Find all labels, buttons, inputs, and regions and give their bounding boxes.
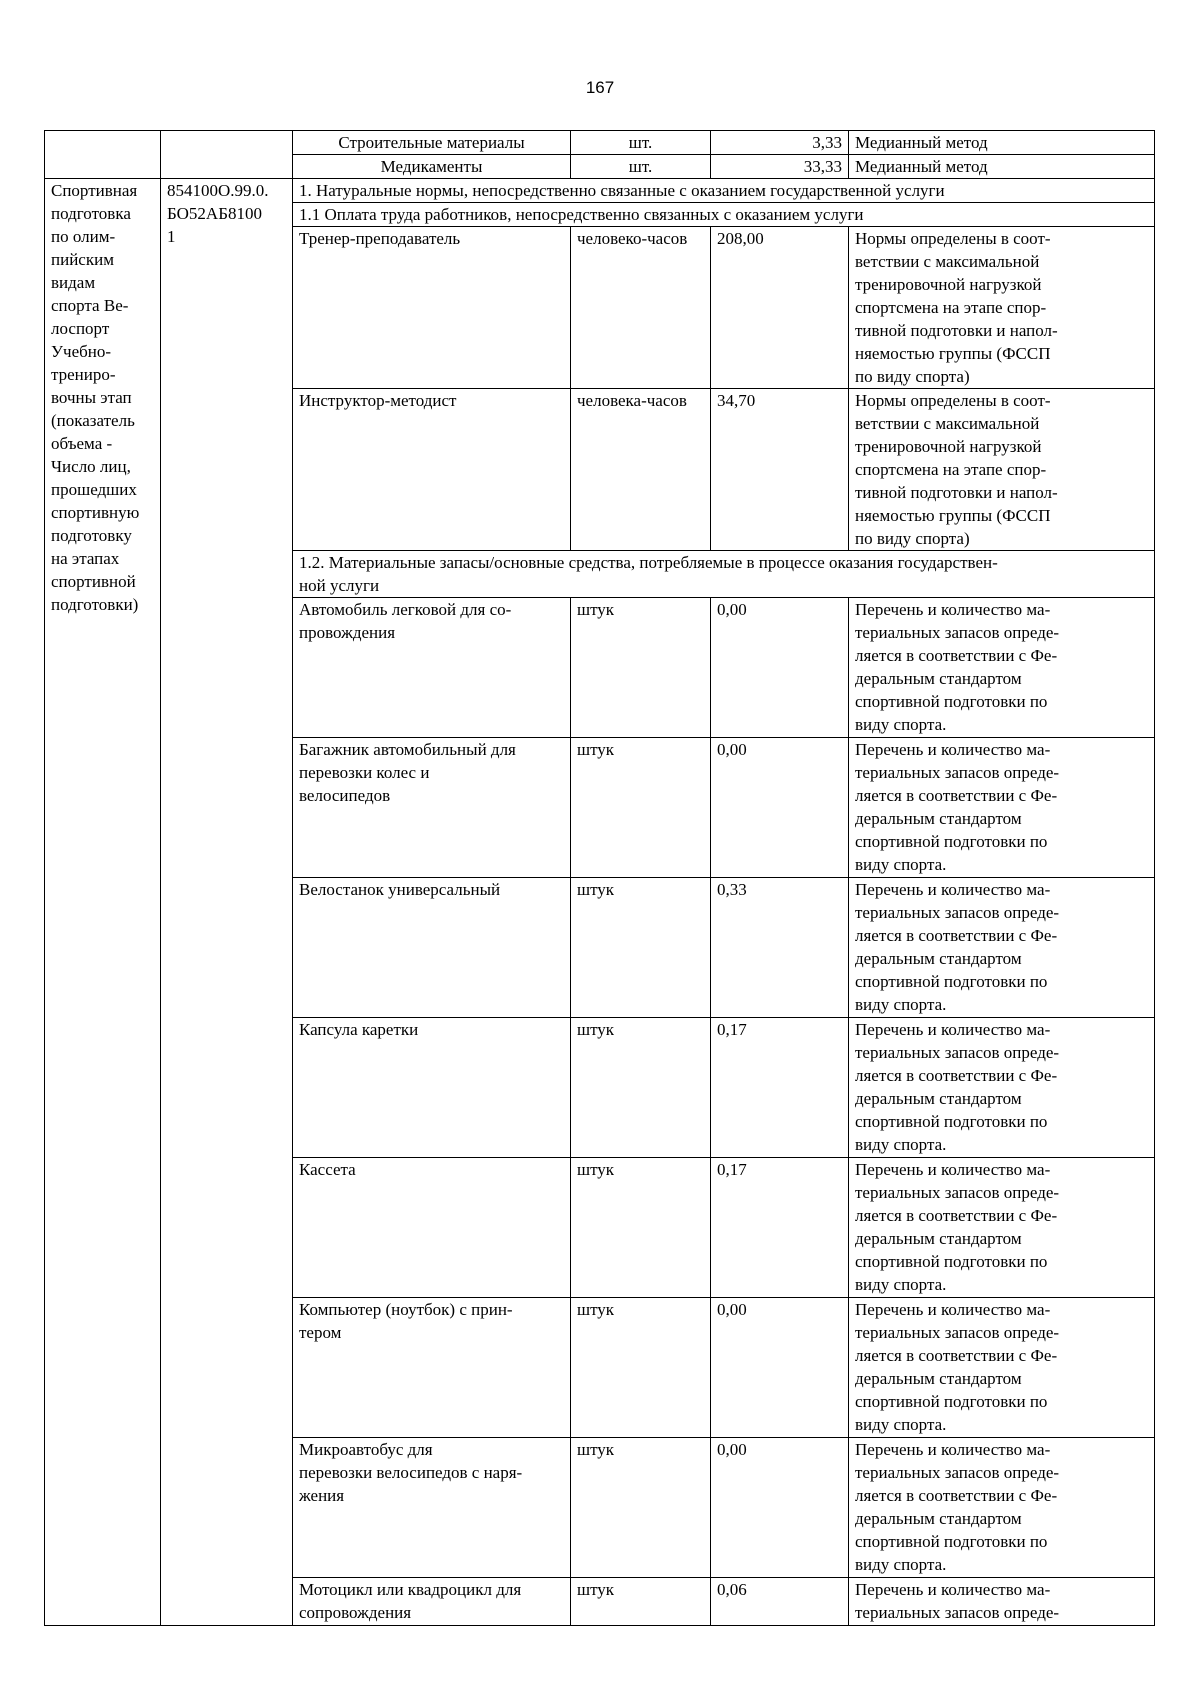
material-name-line: жения (299, 1486, 345, 1505)
note-line: Перечень и количество ма- (855, 880, 1051, 899)
service-name-line: спорта Ве- (51, 296, 129, 315)
material-note (849, 1158, 1155, 1298)
material-value: 0,17 (711, 1158, 849, 1298)
note-line: по виду спорта) (855, 529, 970, 548)
service-name-line: Спортивная (51, 181, 138, 200)
material-unit: штук (571, 878, 711, 1018)
note-line: деральным стандартом (855, 669, 1022, 688)
note-line: териальных запасов опреде- (855, 1463, 1060, 1482)
service-name-line: (показатель (51, 411, 135, 430)
note-line: виду спорта. (855, 1555, 947, 1574)
note-line: спортивной подготовки по (855, 972, 1048, 991)
material-name (293, 1298, 571, 1438)
service-name-cell (45, 179, 161, 1626)
material-name-line: Велостанок универсальный (299, 880, 501, 899)
service-name-line: объема - (51, 434, 113, 453)
resource-value: 33,33 (711, 155, 849, 179)
material-value: 0,33 (711, 878, 849, 1018)
note-line: ляется в соответствии с Фе- (855, 786, 1058, 805)
norms-table (44, 130, 1155, 1626)
material-name-line: Автомобиль легковой для со- (299, 600, 512, 619)
position-note (849, 389, 1155, 551)
material-name-line: Багажник автомобильный для (299, 740, 516, 759)
service-name-line: вочны этап (51, 388, 132, 407)
material-name (293, 878, 571, 1018)
material-name (293, 1578, 571, 1626)
material-note (849, 1438, 1155, 1578)
note-line: няемостью группы (ФССП (855, 344, 1051, 363)
material-name-line: Мотоцикл или квадроцикл для (299, 1580, 522, 1599)
material-name-line: сопровождения (299, 1603, 412, 1622)
note-line: деральным стандартом (855, 1089, 1022, 1108)
note-line: деральным стандартом (855, 1229, 1022, 1248)
service-name-line: подготовки) (51, 595, 139, 614)
note-line: териальных запасов опреде- (855, 1043, 1060, 1062)
note-line: Перечень и количество ма- (855, 740, 1051, 759)
material-note (849, 1298, 1155, 1438)
note-line: деральным стандартом (855, 1509, 1022, 1528)
service-name-line: по олим- (51, 227, 116, 246)
note-line: деральным стандартом (855, 809, 1022, 828)
service-code-line: БО52АБ8100 (167, 204, 262, 223)
note-line: виду спорта. (855, 1135, 947, 1154)
note-line: спортивной подготовки по (855, 1392, 1048, 1411)
note-line: спортивной подготовки по (855, 692, 1048, 711)
resource-name: Медикаменты (293, 155, 571, 179)
note-line: Перечень и количество ма- (855, 1440, 1051, 1459)
note-line: тренировочной нагрузкой (855, 437, 1042, 456)
material-value: 0,00 (711, 738, 849, 878)
material-name-line: провождения (299, 623, 396, 642)
section-heading: 1. Натуральные нормы, непосредственно связанные с оказанием государственной услуги (293, 179, 1155, 203)
material-note (849, 598, 1155, 738)
note-line: по виду спорта) (855, 367, 970, 386)
note-line: ляется в соответствии с Фе- (855, 1066, 1058, 1085)
note-line: спортивной подготовки по (855, 832, 1048, 851)
note-line: Перечень и количество ма- (855, 1300, 1051, 1319)
service-name-line: трениро- (51, 365, 116, 384)
position-unit: человеко-часов (571, 227, 711, 389)
service-name-line: Число лиц, (51, 457, 131, 476)
note-line: Нормы определены в соот- (855, 229, 1051, 248)
resource-unit: шт. (571, 131, 711, 155)
resource-name: Строительные материалы (293, 131, 571, 155)
note-line: ляется в соответствии с Фе- (855, 1206, 1058, 1225)
position-note (849, 227, 1155, 389)
service-name-line: лоспорт (51, 319, 110, 338)
material-unit: штук (571, 1158, 711, 1298)
note-line: ветствии с максимальной (855, 414, 1040, 433)
service-name-line: спортивной (51, 572, 136, 591)
note-line: деральным стандартом (855, 1369, 1022, 1388)
material-name (293, 1018, 571, 1158)
material-value: 0,00 (711, 598, 849, 738)
note-line: Нормы определены в соот- (855, 391, 1051, 410)
material-name (293, 598, 571, 738)
note-line: ляется в соответствии с Фе- (855, 646, 1058, 665)
material-note (849, 878, 1155, 1018)
material-unit: штук (571, 598, 711, 738)
position-value: 34,70 (711, 389, 849, 551)
section-heading: 1.1 Оплата труда работников, непосредственно связанных с оказанием услуги (293, 203, 1155, 227)
service-code-line: 1 (167, 227, 176, 246)
material-name-line: Кассета (299, 1160, 356, 1179)
position-name: Тренер-преподаватель (293, 227, 571, 389)
material-unit: штук (571, 1298, 711, 1438)
material-value: 0,00 (711, 1438, 849, 1578)
material-name-line: велосипедов (299, 786, 391, 805)
note-line: виду спорта. (855, 995, 947, 1014)
note-line: спортивной подготовки по (855, 1112, 1048, 1131)
service-name-line: подготовка (51, 204, 131, 223)
empty-cell (45, 131, 161, 179)
service-name-line: пийским (51, 250, 114, 269)
material-value: 0,06 (711, 1578, 849, 1626)
material-unit: штук (571, 1578, 711, 1626)
material-value: 0,00 (711, 1298, 849, 1438)
note-line: тренировочной нагрузкой (855, 275, 1042, 294)
note-line: спортивной подготовки по (855, 1532, 1048, 1551)
service-code-cell (161, 179, 293, 1626)
note-line: деральным стандартом (855, 949, 1022, 968)
note-line: виду спорта. (855, 1275, 947, 1294)
material-note (849, 1578, 1155, 1626)
material-name-line: перевозки колес и (299, 763, 430, 782)
section-heading-line: ной услуги (299, 576, 380, 595)
note-line: териальных запасов опреде- (855, 763, 1060, 782)
note-line: спортсмена на этапе спор- (855, 460, 1047, 479)
note-line: тивной подготовки и напол- (855, 321, 1058, 340)
material-name-line: Капсула каретки (299, 1020, 419, 1039)
note-line: спортивной подготовки по (855, 1252, 1048, 1271)
note-line: Перечень и количество ма- (855, 1020, 1051, 1039)
material-name (293, 1158, 571, 1298)
resource-method: Медианный метод (849, 155, 1155, 179)
note-line: ветствии с максимальной (855, 252, 1040, 271)
service-name-line: подготовку (51, 526, 132, 545)
note-line: спортсмена на этапе спор- (855, 298, 1047, 317)
note-line: виду спорта. (855, 715, 947, 734)
note-line: териальных запасов опреде- (855, 903, 1060, 922)
note-line: Перечень и количество ма- (855, 1160, 1051, 1179)
service-name-line: видам (51, 273, 96, 292)
page-number: 167 (585, 78, 615, 97)
note-line: ляется в соответствии с Фе- (855, 926, 1058, 945)
service-code-line: 854100О.99.0. (167, 181, 269, 200)
material-name-line: Микроавтобус для (299, 1440, 433, 1459)
resource-unit: шт. (571, 155, 711, 179)
material-name-line: тером (299, 1323, 342, 1342)
note-line: ляется в соответствии с Фе- (855, 1346, 1058, 1365)
note-line: ляется в соответствии с Фе- (855, 1486, 1058, 1505)
position-unit: человека-часов (571, 389, 711, 551)
note-line: Перечень и количество ма- (855, 1580, 1051, 1599)
note-line: териальных запасов опреде- (855, 1323, 1060, 1342)
section-heading (293, 551, 1155, 598)
note-line: териальных запасов опреде- (855, 1183, 1060, 1202)
note-line: териальных запасов опреде- (855, 1603, 1060, 1622)
empty-cell (161, 131, 293, 179)
service-name-line: спортивную (51, 503, 140, 522)
service-name-line: прошедших (51, 480, 137, 499)
material-note (849, 738, 1155, 878)
material-name (293, 738, 571, 878)
material-unit: штук (571, 1438, 711, 1578)
note-line: тивной подготовки и напол- (855, 483, 1058, 502)
table-row (45, 131, 1155, 155)
note-line: териальных запасов опреде- (855, 623, 1060, 642)
material-name-line: Компьютер (ноутбок) с прин- (299, 1300, 513, 1319)
material-value: 0,17 (711, 1018, 849, 1158)
material-name (293, 1438, 571, 1578)
service-name-line: Учебно- (51, 342, 112, 361)
material-unit: штук (571, 1018, 711, 1158)
note-line: Перечень и количество ма- (855, 600, 1051, 619)
note-line: виду спорта. (855, 855, 947, 874)
position-value: 208,00 (711, 227, 849, 389)
resource-method: Медианный метод (849, 131, 1155, 155)
resource-value: 3,33 (711, 131, 849, 155)
note-line: виду спорта. (855, 1415, 947, 1434)
section-row (45, 179, 1155, 203)
material-name-line: перевозки велосипедов с наря- (299, 1463, 523, 1482)
position-name: Инструктор-методист (293, 389, 571, 551)
material-unit: штук (571, 738, 711, 878)
note-line: няемостью группы (ФССП (855, 506, 1051, 525)
section-heading-line: 1.2. Материальные запасы/основные средства, потребляемые в процессе оказания государствен- (299, 553, 998, 572)
service-name-line: на этапах (51, 549, 120, 568)
material-note (849, 1018, 1155, 1158)
